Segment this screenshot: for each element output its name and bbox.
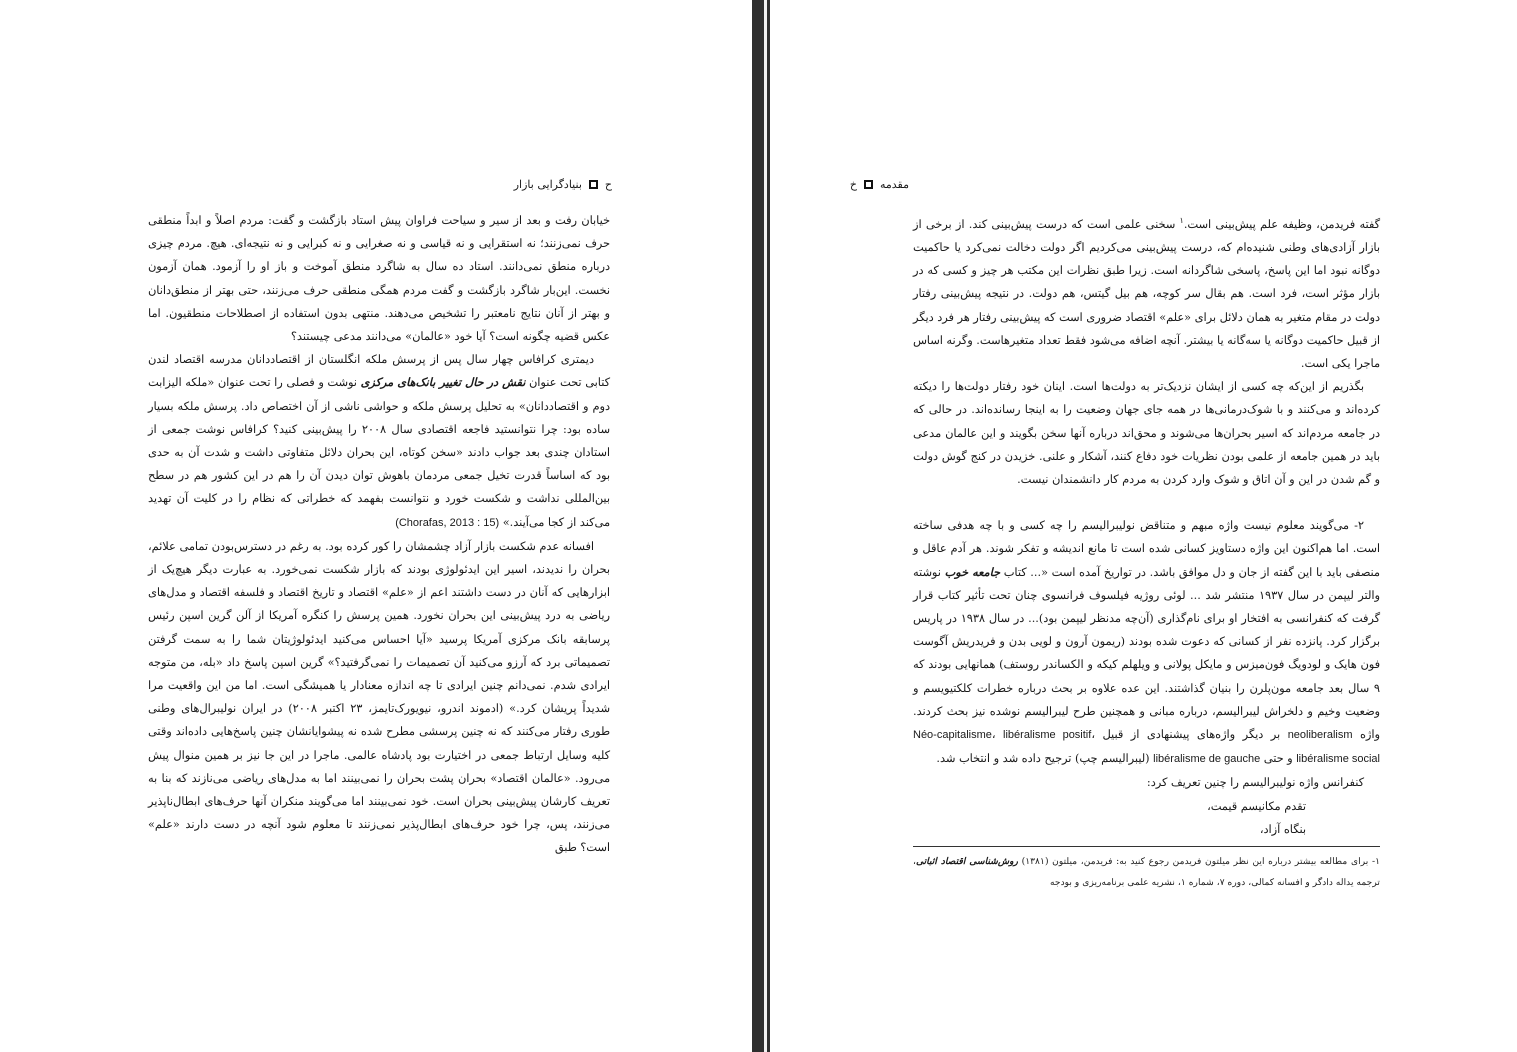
right-paragraph-1-a: گفته فریدمن، وظیفه علم پیش‌بینی است. xyxy=(1183,217,1381,231)
latin-term: Néo-capitalisme xyxy=(913,729,992,742)
gutter-highlight xyxy=(764,0,767,1052)
right-paragraph-4: کنفرانس واژه نولیبرالیسم را چنین تعریف کرد: xyxy=(1146,776,1364,790)
right-body xyxy=(913,209,1380,841)
left-running-title: بنیادگرایی بازار xyxy=(513,178,582,191)
left-paragraph-3: افسانه عدم شکست بازار آزاد چشمشان را کور کرده بود. به رغم در دسترس‌بودن تمامی علائم، بحران را ندیدند، اسیر این ایدئولوژی بودند که بازار شکست نمی‌خورد. به عبارت دیگر هیچ‌یک از ابزارهایی که آنان در دست داشتند اعم از «علم» اقتصاد و تاریخ اقتصاد و فلسفه اقتصاد و مدل‌های ریاضی به درد پیش‌بینی این بحران نخورد. همین پرسش را کنگره آمریکا از آلن گرین اسپن رئیس پرسابقه بانک مرکزی آمریکا پرسید «آیا احساس می‌کنید ایدئولوژیتان شما را به سمت گرفتن تصمیماتی برد که آرزو می‌کنید آن تصمیمات را نمی‌گرفتید؟» گرین اسپن پاسخ داد «بله، من متوجه ایرادی شدم. نمی‌دانم چنین ایرادی تا چه اندازه معنادار یا همیشگی است. اما من این واقعیت مرا شدیداً پریشان کرد.» (ادموند اندرو، نیویورک‌تایمز، ۲۳ اکتبر ۲۰۰۸) در ایران نولیبرال‌های وطنی طوری رفتار می‌کنند که نه چنین پرسشی مطرح شده نه پیشوایانشان چنین پاسخ‌هایی داده‌اند وقتی کلیه وسایل ارتباط جمعی در اختیارت بود پادشاه عالمی. ماجرا در این جا نیز بر همین منوال پیش می‌رود. «عالمان اقتصاد» بحران پشت بحران را نمی‌بینند اما به مدل‌های ریاضی می‌نازند که بنا به تعریف کارشان پیش‌بینی بحران است. خود نمی‌بینند اما می‌گویند منکران آنها حرف‌های ابطال‌ناپذیر می‌زنند، پس، چرا خود حرف‌های ابطال‌پذیر نمی‌زنند تا معلوم شود آنچه در دست دارند «علم» است؟ طبق xyxy=(148,539,610,855)
square-ornament-icon xyxy=(864,180,873,189)
right-paragraph-3-c: بر دیگر واژه‌های پیشنهادی از قبیل xyxy=(1094,728,1288,742)
list-item: تقدم مکانیسم قیمت، xyxy=(1207,799,1306,813)
left-paragraph-1: خیابان رفت و بعد از سیر و سیاحت فراوان پیش استاد بازگشت و گفت: مردم اصلاً و ابداً منطقی حرف نمی‌زنند؛ نه استقرایی و نه قیاسی و نه صغرایی و نه کبرایی و نه نتیجه‌ای. هیچ. مردم چیزی درباره منطق نمی‌دانند. استاد ده سال به شاگرد منطق آموخت و باز او را آزمود. همان آزمون نخست. این‌بار شاگرد بازگشت و گفت مردم همگی منطقی حرف می‌زنند، حتی بهتر از منطق‌دانان و بهتر از آنان نتایج نامعتبر را تشخیص می‌دهند. منتهی بدون استفاده از اصطلاحات منطقیون. اما عکس قضیه چگونه است؟ آیا خود «عالمان» می‌دانند مدعی چیستند؟ xyxy=(148,214,610,344)
left-page-number: ح xyxy=(604,178,612,191)
latin-term: neoliberalism xyxy=(1287,729,1353,742)
footnote-title: روش‌شناسی اقتصاد اثباتی xyxy=(915,856,1018,867)
citation: (Chorafas, 2013 : 15) xyxy=(395,516,500,529)
right-running-head xyxy=(850,178,909,191)
footnote-marker: ۱ xyxy=(1179,216,1184,225)
square-ornament-icon xyxy=(589,180,598,189)
footnote-text-a: ۱- برای مطالعه بیشتر درباره این نظر میلتون فریدمن رجوع کنید به: فریدمن، میلتون (۱۳۸۱) xyxy=(1017,856,1380,867)
left-paragraph-2-b: نوشت و فصلی را تحت عنوان «ملکه الیزابت دوم و اقتصاددانان» به تحلیل پرسش ملکه و حواشی ناشی از آن اختصاص داد. پرسش ملکه بسیار ساده بود: چرا نتوانستید فاجعه اقتصادی سال ۲۰۰۸ را پیش‌بینی کنید؟ کرافاس نوشت جمعی از استادان چندی بعد جواب دادند «سخن کوتاه، این بحران دلائل متفاوتی داشت و شدت آن به حدی بود که اساساً قدرت تخیل جمعی مردمان باهوش توان دیدن آن را هم در این کشور هم در سطح بین‌المللی نداشت و شکست خورد و نتوانست بفهمد که خطراتی که نظام را در کلیت آن تهدید می‌کند از کجا می‌آیند.» xyxy=(148,376,610,529)
latin-term: libéralisme positif xyxy=(1003,729,1092,742)
book-title-emphasis: جامعه خوب xyxy=(944,564,1001,579)
right-page-number: خ xyxy=(849,178,857,191)
right-paragraph-1 xyxy=(913,209,1380,375)
separator: ، xyxy=(1091,728,1095,742)
latin-term: libéralisme social xyxy=(1296,753,1380,766)
footnote-divider xyxy=(913,846,1380,847)
left-body xyxy=(148,209,610,860)
right-paragraph-3 xyxy=(913,514,1380,771)
right-running-title: مقدمه xyxy=(879,178,909,191)
book-title-emphasis: نقش در حال تغییر بانک‌های مرکزی xyxy=(360,375,526,390)
left-page xyxy=(0,0,752,1052)
right-paragraph-1-b: سخنی علمی است که درست پیش‌بینی کند. از برخی از بازار آزادی‌های وطنی شنیده‌ام که، درست پیش‌بینی می‌کردیم اگر دولت دخالت نمی‌کرد یا حاکمیت دوگانه نبود اما این پاسخ، پاسخی شاگردانه است. زیرا طبق نظرات این مکتب هر چیز و کسی که در بازار مؤثر است، فرد است. هم بقال سر کوچه، هم بیل گیتس، هم دولت. در نتیجه پیش‌بینی رفتار دولت در مقام متغیر به همان دلائل برای «علم» اقتصاد ضروری است که پیش‌بینی رفتار هر فرد دیگر از قبیل حاکمیت دوگانه یا سه‌گانه یا بیشتر. آنچه اضافه می‌شود فقط تعداد متغیرهاست. وگرنه اساس ماجرا یکی است. xyxy=(912,217,1381,370)
footnote-1 xyxy=(913,851,1380,893)
right-paragraph-3-a: ۲- می‌گویند معلوم نیست واژه مبهم و متناقض نولیبرالیسم را چه کسی و با چه هدفی ساخته است. اما هم‌اکنون این واژه دستاویز کسانی شده است تا مانع اندیشه و تفکر شوند. هر آدم عاقل و منصفی باید با این گفته از جان و دل موافق باشد. در تواریخ آمده است «... کتاب xyxy=(913,519,1380,579)
book-gutter xyxy=(752,0,770,1052)
right-page xyxy=(770,0,1517,1052)
right-paragraph-2: بگذریم از این‌که چه کسی از ایشان نزدیک‌تر به دولت‌ها است. اینان خود رفتار دولت‌ها را دیکته کرده‌اند و می‌کنند و با شوک‌درمانی‌ها در همه جای جهان وضعیت را به اینجا رسانده‌اند. در حالی که در جامعه مردم‌اند که اسیر بحران‌ها می‌شوند و محق‌اند درباره آنها سخن بگویند و این عالمان مدعی باید در همین جامعه از علمی بودن نظریات خود دفاع کنند، آشکار و علنی. خزیدن در کنج گوش دولت و گم شدن در این و آن اتاق و شوک وارد کردن به مردم کار دانشمندان نیست. xyxy=(913,380,1380,486)
right-paragraph-3-e: (لیبرالیسم چپ) ترجیح داده شد و انتخاب شد. xyxy=(936,752,1154,766)
footnote xyxy=(913,851,1380,893)
left-paragraph-2-a: دیمتری کرافاس چهار سال پس از پرسش ملکه انگلستان از اقتصاددانان مدرسه اقتصاد لندن کتابی تحت عنوان xyxy=(148,353,610,390)
left-running-head xyxy=(514,178,612,191)
left-paragraph-2 xyxy=(148,348,610,535)
list-item: بنگاه آزاد، xyxy=(1259,822,1306,836)
separator: ، xyxy=(991,728,1004,742)
latin-term: libéralisme de gauche xyxy=(1153,753,1261,766)
right-paragraph-3-b: نوشته والتر لیپمن در سال ۱۹۳۷ منتشر شد ... لوئی روژیه فیلسوف فرانسوی چنان تحت تأثیر کتاب قرار گرفت که کنفرانسی به افتخار او برای نام‌گذاری (آن‌چه مدنظر لیپمن بود)... در سال ۱۹۳۸ در پاریس برگزار کرد. پانزده نفر از کسانی که دعوت شده بودند (ریمون آرون و لویی بدن و فریدریش آگوست فون هایک و لودویگ فون‌میزس و مایکل پولانی و ویلهلم کیکه و الکساندر روستف) همانهایی بودند که ۹ سال بعد جامعه مون‌پلرن را بنیان گذاشتند. این عده علاوه بر بحث درباره خطرات کلکتیویسم و وضعیت وخیم و دلخراش لیبرالیسم، درباره مبانی و همچنین طرح لیبرالیسم نوشده نیز بحث کردند. واژه xyxy=(913,565,1380,742)
right-paragraph-3-d: و حتی xyxy=(1260,752,1297,766)
footnote-text-b: ، ترجمه یداله دادگر و افسانه کمالی، دوره ۷، شماره ۱، نشریه علمی برنامه‌ریزی و بودجه xyxy=(913,856,1380,888)
